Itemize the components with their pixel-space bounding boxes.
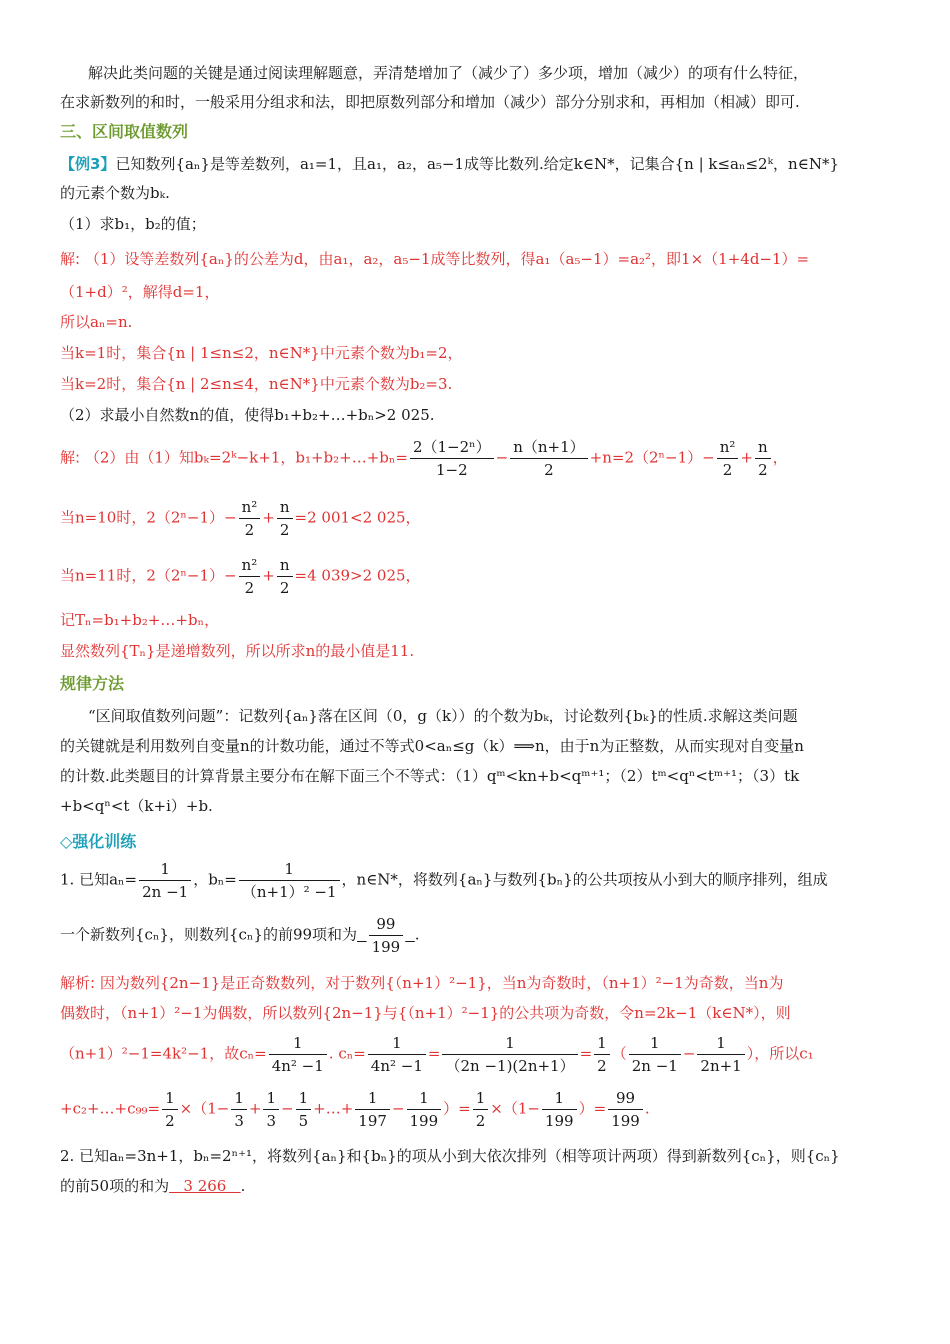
- problem-2-line-2: 的前50项的和为 3 266 .: [60, 1177, 246, 1195]
- answer-blank-2: [169, 1177, 241, 1195]
- solution-1-line-1: [60, 248, 892, 270]
- solution-1-line-4: 当k=1时，集合{n | 1≤n≤2，n∈N*}中元素个数为b₁=2，: [60, 344, 463, 362]
- fraction-2n-minus-1: $\frac{1}{2n -1}$: [629, 1032, 681, 1077]
- fraction-cn: $\frac{1}{\text{4n² −1}}$: [269, 1032, 327, 1077]
- example-stem-2: 的元素个数为bₖ.: [60, 184, 170, 202]
- fraction-2n-plus-1: $\frac{1}{2n+1}$: [697, 1032, 744, 1077]
- solution-label: 解:: [60, 250, 81, 268]
- fraction-1-5: $\frac{1}{5}$: [296, 1087, 312, 1132]
- conclusion: 显然数列{Tₙ}是递增数列，所以所求n的最小值是11.: [60, 642, 415, 660]
- section-title: 三、区间取值数列: [60, 122, 189, 141]
- method-line-4: +b<qⁿ<t（k+i）+b.: [60, 797, 213, 815]
- question-1: （1）求b₁，b₂的值；: [60, 215, 206, 233]
- example-stem-1: [60, 153, 892, 175]
- fraction-n-over-2: $\frac{n}{2}$: [755, 436, 771, 481]
- solution-1-line-3: 所以aₙ=n.: [60, 313, 133, 331]
- fraction-1-199: $\frac{1}{199}$: [407, 1087, 442, 1132]
- fraction-1-3: $\frac{1}{3}$: [231, 1087, 247, 1132]
- tn-definition: 记Tₙ=b₁+b₂+…+bₙ，: [60, 611, 220, 629]
- fraction-n2-over-2: $\frac{\text{n²}}{2}$: [239, 554, 261, 599]
- analysis-answer-fraction: $\frac{99}{199}$: [608, 1087, 643, 1132]
- intro-line-2: 在求新数列的和时，一般采用分组求和法，即把原数列部分和增加（减少）部分分别求和，再相加（相减）即可.: [60, 93, 800, 111]
- fraction-product: $\frac{1}{(2n -1)(2n+1)}$: [442, 1032, 577, 1077]
- fraction-arithmetic-sum: $\frac{n(n+1)}{2}$: [510, 436, 587, 481]
- fraction-1-199b: $\frac{1}{199}$: [542, 1087, 577, 1132]
- method-line-1: “区间取值数列问题”：记数列{aₙ}落在区间（0，g（k））的个数为bₖ，讨论数列{bₖ}的性质.求解这类问题: [88, 707, 798, 725]
- fraction-bn: $\frac{1}{\text{（n+1）² −1}}$: [239, 858, 340, 903]
- solution-2-lead: （2）由（1）知bₖ=2ᵏ−k+1，b₁+b₂+…+bₙ=: [84, 448, 408, 467]
- fraction-half: $\frac{1}{2}$: [162, 1087, 178, 1132]
- solution-1-text: （1）设等差数列{aₙ}的公差为d，由a₁，a₂，a₅−1成等比数列，得a₁（a₅−1）=a₂²，即1×（1+4d−1）=: [84, 250, 810, 268]
- n10-check: 当n=10时，2（2ⁿ−1）− $\frac{\text{n²}}{2}$ + $\frac{n}{2}$ =2 001<2 025，: [60, 498, 421, 539]
- fraction-n-over-2: $\frac{n}{2}$: [277, 496, 293, 541]
- problem-1-line-1: 1. 已知aₙ= $\frac{1}{2n -1}$ ，bₙ= $\frac{1}{\text{（n+1）² −1}}$ ，n∈N*，将数列{aₙ}与数列{bₙ}的公共项按从小到大的顺序排列，组成: [60, 860, 828, 901]
- intro-line-1: 解决此类问题的关键是通过阅读理解题意，弄清楚增加了（减少了）多少项，增加（减少）的项有什么特征，: [88, 64, 809, 82]
- example-stem-text: 已知数列{aₙ}是等差数列，a₁=1，且a₁，a₂，a₅−1成等比数列.给定k∈N*，记集合{n | k≤aₙ≤2ᵏ，n∈N*}: [115, 155, 839, 173]
- n11-check: 当n=11时，2（2ⁿ−1）− $\frac{\text{n²}}{2}$ + $\frac{n}{2}$ =4 039>2 025，: [60, 556, 421, 597]
- training-title: ◇强化训练: [60, 832, 137, 851]
- fraction-n2-over-2: $\frac{\text{n²}}{2}$: [239, 496, 261, 541]
- fraction-n-over-2: $\frac{n}{2}$: [277, 554, 293, 599]
- solution-1-line-5: 当k=2时，集合{n | 2≤n≤4，n∈N*}中元素个数为b₂=3.: [60, 375, 453, 393]
- analysis-1-line-4: +c₂+…+c₉₉= $\frac{1}{2}$ ×（1− $\frac{1}{3}$ + $\frac{1}{3}$ − $\frac{1}{5}$ +…+ $\frac{1}{197}$ − $\frac{1}{199}$ ）= $\frac{1}{2}$ ×（1− $\frac{1}{199}$ ）= $\frac{99}{199}$ .: [60, 1089, 650, 1130]
- answer-fraction-1: $\frac{99}{199}$: [369, 913, 404, 958]
- analysis-1-line-2: 偶数时，（n+1）²−1为偶数，所以数列{2n−1}与{（n+1）²−1}的公共项为奇数，令n=2k−1（k∈N*），则: [60, 1004, 791, 1022]
- fraction-1-197: $\frac{1}{197}$: [355, 1087, 390, 1132]
- method-line-2: 的关键就是利用数列自变量n的计数功能，通过不等式0<aₙ≤g（k）⟹n，由于n为正整数，从而实现对自变量n: [60, 737, 804, 755]
- fraction-geometric-sum: $\frac{\text{2（1−2ⁿ）}}{1-2}$: [410, 436, 494, 481]
- fraction-half-2: $\frac{1}{2}$: [473, 1087, 489, 1132]
- analysis-1-line-3: （n+1）²−1=4k²−1，故cₙ= $\frac{1}{\text{4n² −1}}$ . cₙ= $\frac{1}{\text{4n² −1}}$ = $\frac{1}{(2n -1)(2n+1)}$ = $\frac{1}{2}$ （ $\frac{1}{2n -1}$ − $\frac{1}{2n+1}$ ），所以c₁: [60, 1034, 814, 1075]
- question-2: （2）求最小自然数n的值，使得b₁+b₂+…+bₙ>2 025.: [60, 406, 435, 424]
- problem-2-line-1: 2. 已知aₙ=3n+1，bₙ=2ⁿ⁺¹，将数列{aₙ}和{bₙ}的项从小到大依次排列（相等项计两项）得到新数列{cₙ}，则{cₙ}: [60, 1147, 840, 1165]
- answer-value-2: 3 266: [183, 1177, 227, 1195]
- fraction-an: $\frac{1}{2n -1}$: [139, 858, 191, 903]
- fraction-n2-over-2: $\frac{\text{n²}}{2}$: [717, 436, 739, 481]
- problem-1-line-2: 一个新数列{cₙ}，则数列{cₙ}的前99项和为 $\frac{99}{199}$ .: [60, 915, 420, 956]
- fraction-half: $\frac{1}{2}$: [594, 1032, 610, 1077]
- solution-1-line-2: （1+d）²，解得d=1，: [60, 283, 220, 301]
- analysis-label: 解析:: [60, 974, 96, 992]
- answer-blank-1: [357, 915, 415, 956]
- analysis-1-line-1: 解析: 因为数列{2n−1}是正奇数数列，对于数列{（n+1）²−1}，当n为奇数时，（n+1）²−1为奇数，当n为: [60, 974, 784, 992]
- method-title: 规律方法: [60, 674, 125, 693]
- solution-2-line-1: 解: （2）由（1）知bₖ=2ᵏ−k+1，b₁+b₂+…+bₙ= $\frac{\text{2（1−2ⁿ）}}{1-2}$ − $\frac{n(n+1)}{2}$ +n=2（2ⁿ−1）− $\frac{\text{n²}}{2}$ + $\frac{n}{2}$ ，: [60, 438, 788, 479]
- method-line-3: 的计数.此类题目的计算背景主要分布在解下面三个不等式：（1）qᵐ<kn+b<qᵐ⁺¹；（2）tᵐ<qⁿ<tᵐ⁺¹；（3）tk: [60, 767, 800, 785]
- solution-2-mid: +n=2（2ⁿ−1）−: [589, 448, 715, 467]
- example-tag: 【例3】: [60, 155, 116, 173]
- solution-label-2: 解:: [60, 448, 81, 467]
- fraction-1-3b: $\frac{1}{3}$: [263, 1087, 279, 1132]
- fraction-cn-2: $\frac{1}{\text{4n² −1}}$: [368, 1032, 426, 1077]
